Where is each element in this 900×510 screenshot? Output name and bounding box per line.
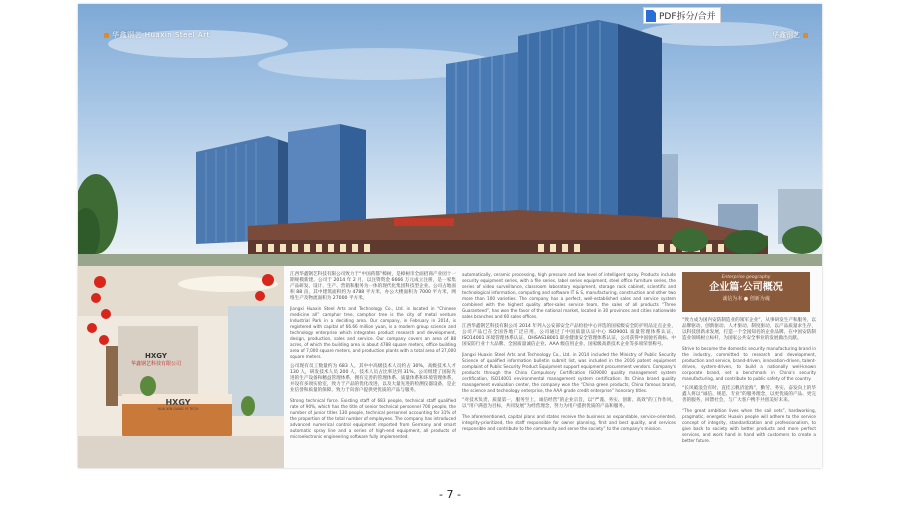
pdf-file-icon: [646, 10, 656, 22]
section-title-box: [682, 272, 810, 312]
magazine-spread: [78, 4, 822, 468]
lobby-sign-logo: HXGY: [145, 352, 167, 360]
desk-subtitle: HUA XIN GANG YI TECH: [157, 407, 199, 411]
building-illustration: [78, 4, 822, 266]
paragraph: The aforementioned, capital plans and states receive the business as expandable, service-oriented, integrity-prioritized, the staff responsible for owner planning, first and best quality, and services responsible and contribute to the community and serve the society” to the company's mission.: [462, 414, 676, 431]
paragraph: Strive to become the domestic security manufacturing brand in the industry, committed to research and development, production and service, brand-driven, innovation-driven, talent-driven, system-driven, to build a nationally well-known corporate brand, set a benchmark in China's security manufacturing, and contribute to public safety of the country.: [682, 346, 816, 381]
paragraph: Jiangxi Huaxin Steel Arts and Technology Co., Ltd. in 2014 included the Ministry of Public Security Science of qualified information bulletin submit list, was included in the 2016 patent equipment complaint of Public Security Product Equipment support equipment procurement vendors. Company's products through the China Compulsory Certification ISO9000 quality management system certification, ISO14001 environmental management system certification. Its China brand quality management evaluation center, the company won the “China green products, China famous brand, the science and technology enterprise, the AAA grade credit enterprise” honorary titles.: [462, 352, 676, 393]
paragraph: “对技术负责，质量第一，服务至上，诚信经营”的企业宗旨，以“严谨、务实、创新、高效”的工作作风，以“用户满意为目标，共同发展”为经营理念，努力为用户提供优质的产品和服务。: [462, 398, 676, 409]
desk-sign: [138, 398, 218, 411]
hero-tag-right: [772, 30, 808, 40]
hero-tag-left-text: 华鑫钢艺 Huaxin Steel Art: [112, 31, 210, 39]
pdf-split-merge-button[interactable]: [643, 7, 721, 24]
section-title-english: Enterprise geography: [721, 275, 771, 280]
paragraph: “致力成为国内安防制造业的领军企业”，从事研发生产和服务，以品牌驱动、创新驱动、人才驱动、制度驱动，以产品质量求生存，以科技创新求发展，打造一个全国知名的企业品牌，在中国安防制造业领域树立标杆，为国家公共安全事业的发展做出贡献。: [682, 318, 816, 341]
text-column-3: [682, 266, 816, 468]
section-slogan: 诚信为本 ● 创新为魂: [722, 296, 770, 302]
lobby-photo: [78, 266, 284, 468]
bullet-square-icon: [803, 33, 808, 38]
paragraph: 江西华鑫钢艺科技有限公司 2014 年列入公安部安全产品检验中心评选的国家级安全防护用品定点企业，公司产品已在全国各地广泛应用，公司通过了中国质量认证中心 ISO9001 质量管理体系认证、ISO14001 环境管理体系认证、OHSAS18001 职业健康安全管理体系认证，公司获得中国驰名商标、中国安防行业十大品牌、全国质量诚信企业、AAA 级信用企业、国家级高新技术企业等多项荣誉称号。: [462, 324, 676, 347]
lobby-illustration: [78, 266, 284, 468]
paragraph: “The great ambition lives when the sail sets”, hardworking, pragmatic, energetic Huaxin people will adhere to the service concept of integrity, standardization and professionalism, to give back to society with better products and more perfect services, and work hand in hand with customers to create a better future.: [682, 408, 816, 443]
lobby-sign-text: 华鑫钢艺科技有限公司: [130, 361, 181, 367]
hero-tag-right-text: 华鑫钢艺: [772, 31, 800, 39]
bullet-square-icon: [104, 33, 109, 38]
hero-tag-left: [104, 30, 210, 40]
building-rendering: [78, 4, 822, 266]
section-title: 企业篇·公司概况: [709, 282, 783, 293]
paragraph: 公司现有员工数量约为 683 人，其中中高级技术人员约占 30%，高级技术人才 130 人，研发技术人员 200 人，技术人员占比率达到 31%。公司组建了国际先进的生产设备和精益管理体系，拥有完善的管理体系、质量体系和环境管理体系，并设有多项实验室，致力于产品的优化改进，以及大量先进的检测仪器设备，是企业信誉和质量的保障，致力于向客户提供更优质的产品与服务。: [290, 364, 456, 393]
desk-logo: HXGY: [165, 398, 191, 407]
text-column-1: [290, 266, 456, 468]
pdf-split-merge-label: PDF拆分/合并: [659, 12, 716, 22]
paragraph: Strong technical force. Existing staff of 683 people, technical staff qualified rate of 90%, which has the title of senior technical personnel 700 people, the number of junior titles 130 people, technical personnel accounting for 31% of the proportion of the total number of employees. The company has introduced advanced numerical control equipment imported from Germany and smart automatic spray line and a series of high-end equipment, all products of microelectronic engineering software fully implemented.: [290, 398, 456, 439]
page-number: - 7 -: [439, 488, 461, 501]
paragraph: Jiangxi Huaxin Steel Arts and Technology Co., Ltd. is located in “Chinese medicine all” camphor tree, camphor tree is the city of metal venture Industrial Park in a deciding area. Our company, in February in 2014, is registered with capital of 66.66 million yuan, is a modern group science and technology enterprise which integrates product research and development, design, production, sales and service. Our company covers an area of 88 acres, of which the building area is about 4788 square meters, office building area of 7,000 square meters, and production plants with a total area of 27,000 square meters.: [290, 306, 456, 359]
paragraph: automatically, ceramic processing, high pressure and low level of intelligent spray. Products include security equipment series, with a file series, label series equipment, steel office furniture series, the series of video surveillance, classroom laboratory equipment, storage rack cabinet, scientific and technological information, computing and software IT & S, manufacturing, construction and other two more than 100 varieties. The company has a perfect, well-established sales and service system combined with the highest quality after-sales service team, the sales of all products “Three Guaranteed”, has won the favor of the national market, located in 30 provinces and cities nationwide sales branches and 60 sales offices.: [462, 272, 676, 319]
paragraph: “长风破浪会有时，直挂云帆济沧海”，勤劳、务实、奋发向上的华鑫人将以“诚信、规范、专业”的服务理念，以更优质的产品、更完善的服务，回馈社会，与广大客户携手共创美好未来。: [682, 386, 816, 403]
lobby-sign: [120, 352, 192, 367]
paragraph: 江西华鑫钢艺科技有限公司致力于“中国药都”樟树，是樟树市全面招商产业园十一期规模新建。公司于 2014 年 2 月，以注资资金 6666 万元成立注册，是一家集产品研发、设计、生产、营销和服务为一体的现代化集团科技型企业。公司占地面积 88 亩，其中建筑面积约为 4788 平方米，办公大楼面积为 7000 平方米，网络生产及物流面积为 27000 平方米。: [290, 272, 456, 301]
text-column-2: [462, 266, 676, 468]
